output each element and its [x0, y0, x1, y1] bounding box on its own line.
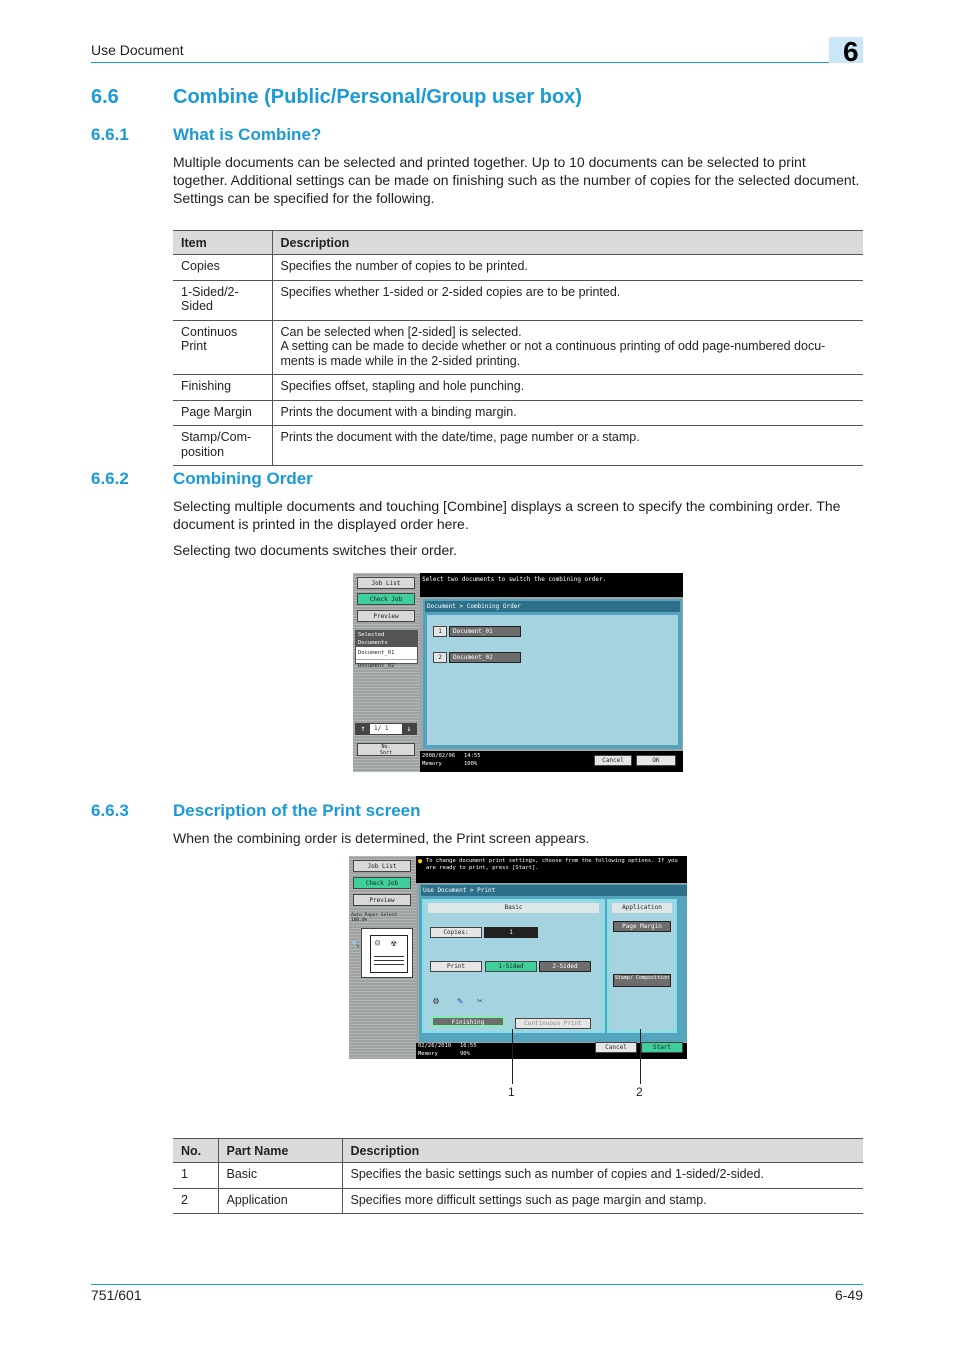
cancel-button[interactable]: Cancel	[595, 1042, 637, 1053]
footer-rule	[91, 1284, 863, 1285]
table-header-row	[173, 1139, 863, 1163]
section-number: 6.6.1	[91, 125, 129, 144]
breadcrumb: Document > Combining Order	[425, 601, 680, 612]
application-panel	[607, 899, 677, 1033]
column-header: Part Name	[218, 1139, 342, 1163]
list-item[interactable]: Document_02	[358, 663, 395, 669]
print-screen-screenshot	[349, 856, 687, 1059]
description-cell: Prints the document with the date/time, page number or a stamp.	[272, 426, 863, 466]
print-label: Print	[430, 961, 482, 972]
page-down-icon[interactable]: ↓	[402, 724, 416, 734]
table-row	[173, 320, 863, 375]
breadcrumb: Use Document > Print	[421, 885, 687, 896]
check-job-button[interactable]: Check Job	[353, 877, 411, 889]
date: 2008/02/06	[422, 753, 456, 759]
two-sided-button[interactable]: 2-Sided	[539, 961, 591, 972]
finishing-icon: ⚙	[433, 996, 440, 1007]
text-line	[374, 960, 404, 961]
stamp-composition-button[interactable]: Stamp/ Composition	[613, 974, 671, 987]
item-cell: Stamp/Com- position	[173, 426, 272, 466]
application-title: Application	[612, 903, 672, 913]
section-title: Combine (Public/Personal/Group user box)	[173, 86, 582, 108]
preview-button[interactable]: Preview	[357, 610, 415, 622]
section-heading-6-6	[0, 86, 954, 112]
section-title: Combining Order	[173, 469, 313, 488]
message-bar	[416, 856, 687, 883]
start-button[interactable]: Start	[641, 1042, 683, 1053]
running-header: Use Document	[91, 42, 184, 58]
selected-documents-list	[355, 630, 418, 669]
paragraph: Selecting multiple documents and touching [Combine] displays a screen to specify the combining order. The document is printed in the displayed order here.	[173, 498, 841, 532]
description-cell: Specifies offset, stapling and hole punching.	[272, 375, 863, 401]
table-row	[173, 1188, 863, 1214]
description-cell: Specifies the basic settings such as number of copies and 1-sided/2-sided.	[342, 1163, 863, 1189]
memory-label: Memory	[418, 1051, 438, 1057]
text-line	[374, 964, 404, 965]
basic-title: Basic	[428, 903, 599, 913]
paragraph: Selecting two documents switches their order.	[173, 542, 458, 558]
callout-number: 1	[508, 1085, 515, 1099]
memory-value: 90%	[460, 1051, 470, 1057]
message-bar	[420, 573, 683, 597]
item-cell: Continuos Print	[173, 320, 272, 375]
section-number: 6.6.2	[91, 469, 129, 488]
description-cell: Can be selected when [2-sided] is selected. A setting can be made to decide whether or not a continuous printing of odd page-numbered docu- ments is made while in the 2-sided printing.	[272, 320, 863, 375]
page-margin-button[interactable]: Page Margin	[613, 921, 671, 932]
memory-value: 100%	[464, 761, 478, 767]
page-indicator: 1/ 1	[374, 725, 389, 732]
header-rule	[91, 62, 863, 63]
page-thumbnail	[370, 935, 408, 973]
copies-value[interactable]: 1	[484, 927, 538, 938]
document-button[interactable]: Document_01	[449, 626, 521, 637]
items-table	[173, 230, 863, 466]
check-job-button[interactable]: Check Job	[357, 593, 415, 605]
callout-line-1	[512, 1029, 513, 1084]
callout-line-2	[640, 1029, 641, 1084]
section-heading-6-6-3	[0, 801, 954, 823]
number-cell: 2	[173, 1188, 218, 1214]
table-row	[173, 426, 863, 466]
parts-table	[173, 1138, 863, 1214]
description-cell: Prints the document with a binding margin.	[272, 400, 863, 426]
staple-icon: ✎	[457, 996, 464, 1007]
punch-icon: ✂	[477, 996, 484, 1007]
section-title: Description of the Print screen	[173, 801, 421, 820]
table-row	[173, 400, 863, 426]
zoom-icon[interactable]: 🔍	[351, 940, 360, 948]
item-cell: Copies	[173, 255, 272, 281]
cancel-button[interactable]: Cancel	[594, 755, 632, 766]
table-row	[173, 255, 863, 281]
callout-number: 2	[636, 1085, 643, 1099]
sort-button[interactable]: No. Sort	[357, 743, 415, 756]
time: 16:55	[460, 1043, 477, 1049]
selected-documents-header: Selected Documents	[356, 631, 417, 647]
footer-model: 751/601	[91, 1287, 142, 1303]
message-text: To change document print settings, choose from the following options. If you are ready to print, press [Start].	[426, 858, 678, 871]
table-row	[173, 1163, 863, 1189]
paragraph: Multiple documents can be selected and printed together. Up to 10 documents can be selected to print together. Additional settings can be made on finishing such as the number of copies for the selected document. Settings can be specified for the following.	[173, 154, 860, 206]
column-header: No.	[173, 1139, 218, 1163]
date: 02/26/2010	[418, 1043, 452, 1049]
text-line	[374, 956, 404, 957]
copies-label: Copies:	[430, 927, 482, 938]
pager	[355, 723, 417, 735]
table-header-row	[173, 231, 863, 255]
paper-info: Auto Paper Select 100.0%	[351, 913, 398, 923]
table-row	[173, 280, 863, 320]
column-header: Description	[342, 1139, 863, 1163]
paragraph: When the combining order is determined, the Print screen appears.	[173, 830, 590, 846]
memory-label: Memory	[422, 761, 442, 767]
column-header: Item	[173, 231, 272, 255]
time: 14:55	[464, 753, 481, 759]
section-heading-6-6-1	[0, 125, 954, 147]
order-number: 1	[433, 626, 447, 637]
item-cell: 1-Sided/2- Sided	[173, 280, 272, 320]
info-icon: ●	[418, 857, 423, 865]
part-name-cell: Basic	[218, 1163, 342, 1189]
order-number: 2	[433, 652, 447, 663]
number-cell: 1	[173, 1163, 218, 1189]
one-sided-button[interactable]: 1-Sided	[485, 961, 537, 972]
preview-thumbnail	[361, 928, 413, 978]
continuous-print-button[interactable]: Continuous Print	[515, 1018, 591, 1029]
image-icon: ☺	[375, 939, 381, 949]
ok-button[interactable]: OK	[636, 755, 676, 766]
section-heading-6-6-2	[0, 469, 954, 491]
job-list-button[interactable]: Job List	[353, 860, 411, 872]
part-name-cell: Application	[218, 1188, 342, 1214]
combining-order-screenshot	[353, 573, 683, 772]
finishing-button[interactable]: Finishing	[431, 1016, 505, 1027]
list-item[interactable]: Document_01	[356, 647, 417, 660]
job-list-button[interactable]: Job List	[357, 577, 415, 589]
section-number: 6.6	[91, 86, 119, 108]
section-title: What is Combine?	[173, 125, 322, 144]
image-icon: ☢	[391, 939, 397, 949]
chapter-number: 6	[843, 36, 859, 67]
document-button[interactable]: Document_02	[449, 652, 521, 663]
page-up-icon[interactable]: ↑	[356, 724, 370, 734]
column-header: Description	[272, 231, 863, 255]
preview-button[interactable]: Preview	[353, 894, 411, 906]
table-row	[173, 375, 863, 401]
description-cell: Specifies the number of copies to be printed.	[272, 255, 863, 281]
item-cell: Page Margin	[173, 400, 272, 426]
description-cell: Specifies more difficult settings such as page margin and stamp.	[342, 1188, 863, 1214]
footer-page-number: 6-49	[834, 1287, 863, 1303]
description-cell: Specifies whether 1-sided or 2-sided copies are to be printed.	[272, 280, 863, 320]
section-number: 6.6.3	[91, 801, 129, 820]
item-cell: Finishing	[173, 375, 272, 401]
message-text: Select two documents to switch the combining order.	[422, 576, 607, 583]
